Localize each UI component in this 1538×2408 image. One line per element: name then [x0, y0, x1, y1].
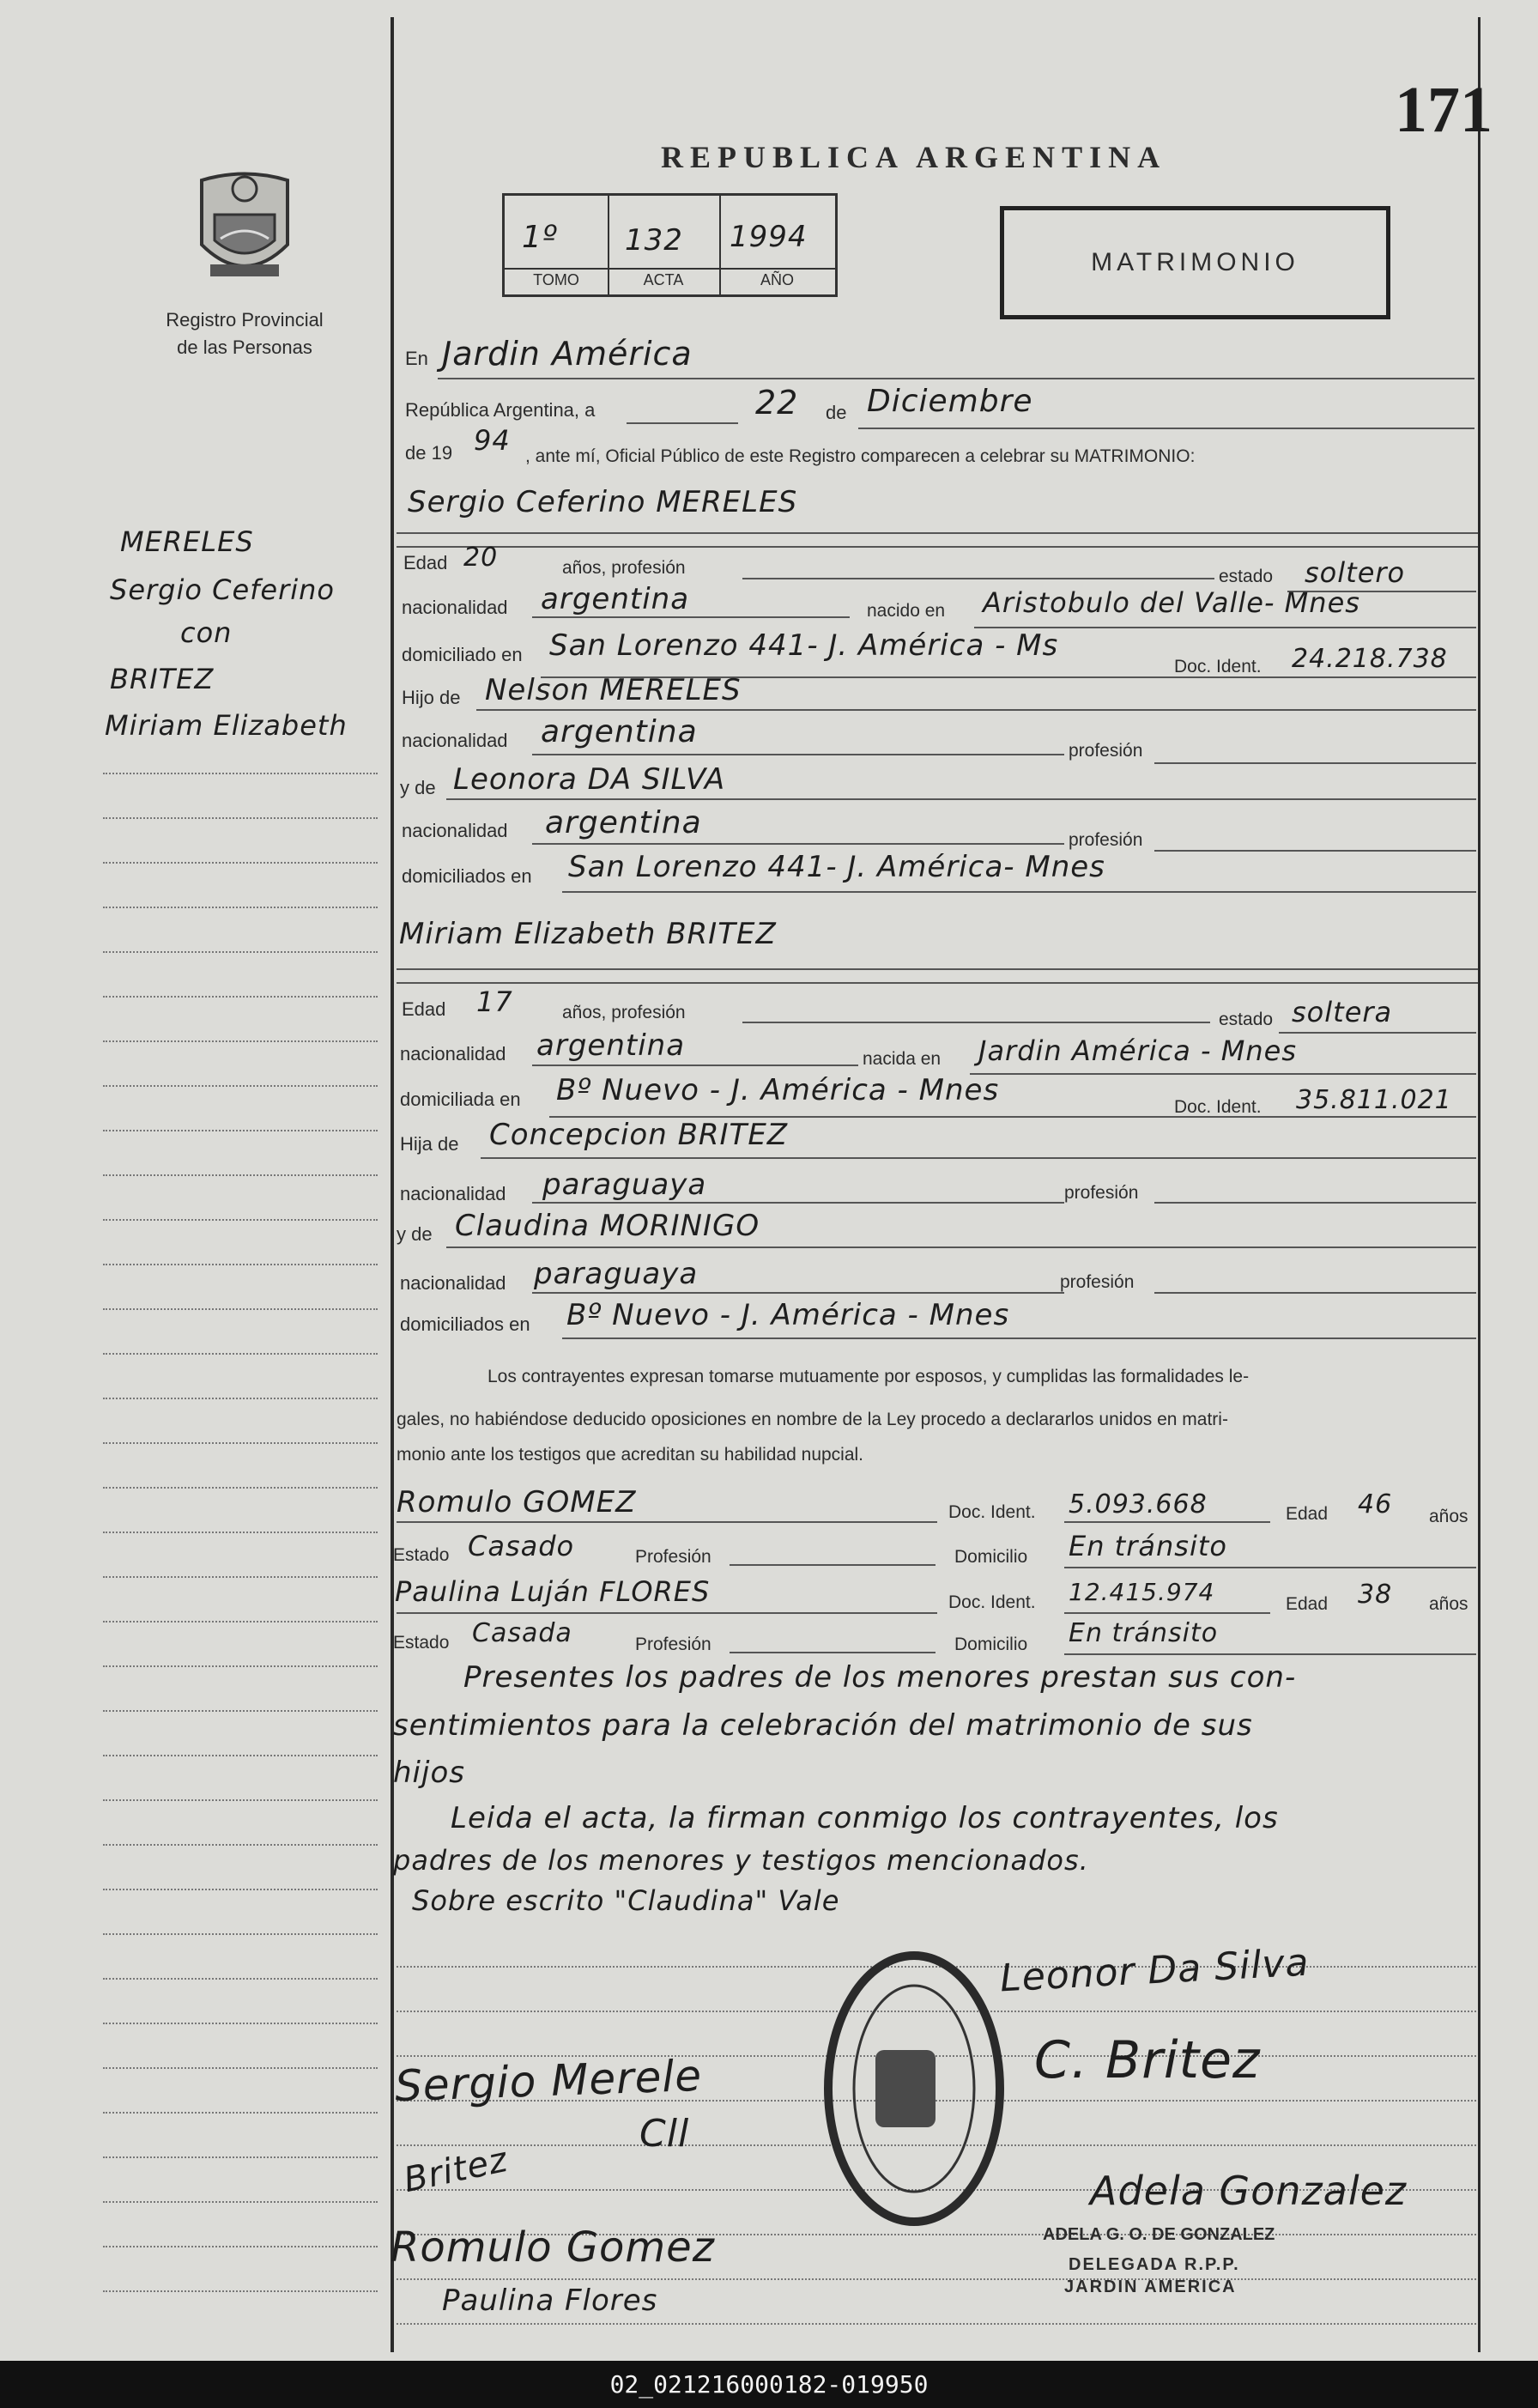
groom-doc: 24.218.738 [1292, 644, 1448, 674]
groom-estado: soltero [1305, 556, 1406, 589]
note-line6: Sobre escrito "Claudina" Vale [412, 1884, 840, 1917]
tomo-label: TOMO [533, 271, 579, 288]
witness2-name: Paulina Luján FLORES [395, 1575, 711, 1608]
groom-birthplace: Aristobulo del Valle- Mnes [983, 586, 1360, 619]
groom-nacido-label: nacido en [867, 601, 946, 621]
margin-note-groom: Sergio Ceferino [110, 573, 335, 606]
bride-birthplace: Jardin América - Mnes [978, 1034, 1297, 1067]
witness2-domicilio: En tránsito [1069, 1618, 1219, 1648]
margin-rule-right [1478, 17, 1480, 2352]
signature-sergio-extra: Cll [639, 2112, 690, 2156]
groom-mother-profesion-label: profesión [1069, 830, 1143, 850]
folio-number: 171 [1395, 74, 1493, 146]
margin-note-con: con [180, 616, 233, 649]
witness2-estado: Casada [472, 1618, 572, 1648]
margin-ruled-line [103, 1978, 378, 1980]
note-line4: Leida el acta, la firman conmigo los contrayentes, los [451, 1801, 1279, 1835]
margin-ruled-line [103, 951, 378, 953]
witness1-edad-label: Edad [1286, 1504, 1329, 1524]
year-suffix: 94 [474, 424, 511, 457]
act-type-box [1000, 206, 1390, 319]
signature-leonor: Leonor Da Silva [998, 1940, 1311, 2001]
bride-parents-domicilio: Bº Nuevo - J. América - Mnes [566, 1298, 1010, 1332]
bride-father-nac-label: nacionalidad [400, 1183, 506, 1204]
witness2-profesion-label: Profesión [635, 1635, 711, 1654]
note-line3: hijos [393, 1756, 465, 1790]
witness1-anos-label: años [1429, 1507, 1468, 1526]
witness1-estado-label: Estado [393, 1545, 450, 1565]
margin-ruled-line [103, 2201, 378, 2203]
day-value: 22 [755, 384, 799, 422]
margin-ruled-line [103, 1665, 378, 1667]
margin-ruled-line [103, 1710, 378, 1712]
witness1-estado: Casado [468, 1530, 575, 1562]
witness1-domicilio-label: Domicilio [954, 1547, 1028, 1567]
declaration-line1: Los contrayentes expresan tomarse mutuamente por esposos, y cumplidas las formalidades le- [487, 1367, 1250, 1386]
groom-doc-label: Doc. Ident. [1174, 657, 1262, 676]
bride-mother: Claudina MORINIGO [455, 1209, 760, 1243]
margin-ruled-line [103, 2023, 378, 2024]
country-heading: REPUBLICA ARGENTINA [661, 140, 1167, 174]
official-seal-stamp [820, 1947, 1008, 2230]
act-reference-box [502, 193, 838, 297]
officer-title: DELEGADA R.P.P. [1069, 2255, 1240, 2274]
month-value: Diciembre [867, 384, 1033, 419]
groom-domicilio: San Lorenzo 441- J. América - Ms [549, 628, 1059, 663]
groom-edad-label: Edad [403, 552, 448, 573]
signature-sergio: Sergio Merele [394, 2050, 703, 2112]
witness2-anos-label: años [1429, 1594, 1468, 1614]
republica-label: República Argentina, a [405, 399, 596, 421]
groom-full-name: Sergio Ceferino MERELES [408, 485, 798, 519]
acta-value: 132 [625, 223, 683, 258]
margin-ruled-line [103, 1621, 378, 1623]
witness2-doc: 12.415.974 [1069, 1578, 1215, 1606]
body-ruled-line [397, 2278, 1476, 2280]
margin-ruled-line [103, 2067, 378, 2069]
year-prefix: de 19 [405, 442, 453, 464]
margin-ruled-line [103, 2156, 378, 2158]
groom-nacionalidad: argentina [541, 582, 690, 616]
margin-ruled-line [103, 1487, 378, 1489]
groom-father: Nelson MERELES [485, 673, 742, 707]
witness2-domicilio-label: Domicilio [954, 1635, 1028, 1654]
officer-name: ADELA G. O. DE GONZALEZ [1043, 2225, 1275, 2244]
margin-ruled-line [103, 1532, 378, 1533]
signature-britez-bride: Britez [400, 2139, 512, 2201]
groom-nacionalidad-label: nacionalidad [402, 597, 508, 618]
groom-mother: Leonora DA SILVA [453, 762, 726, 797]
bride-father-nacionalidad: paraguaya [542, 1168, 707, 1202]
tomo-value: 1º [522, 220, 558, 255]
margin-ruled-line [103, 907, 378, 908]
note-line5: padres de los menores y testigos mencionados. [393, 1844, 1089, 1877]
bride-doc-label: Doc. Ident. [1174, 1097, 1262, 1117]
groom-parents-domicilio: San Lorenzo 441- J. América- Mnes [568, 850, 1105, 884]
groom-mother-nac-label: nacionalidad [402, 820, 508, 841]
margin-ruled-line [103, 1755, 378, 1756]
bride-father: Concepcion BRITEZ [489, 1118, 789, 1152]
bride-anos-label: años, profesión [562, 1003, 686, 1022]
witness2-doc-label: Doc. Ident. [948, 1592, 1036, 1612]
signature-britez-father: C. Britez [1034, 2030, 1261, 2090]
bride-estado-label: estado [1219, 1010, 1274, 1029]
margin-ruled-line [103, 1799, 378, 1801]
margin-ruled-line [103, 2290, 378, 2292]
bride-mother-profesion-label: profesión [1060, 1272, 1135, 1292]
margin-ruled-line [103, 1085, 378, 1087]
margin-ruled-line [103, 1219, 378, 1221]
registry-name-line1: Registro Provincial [166, 309, 324, 331]
margin-ruled-line [103, 1353, 378, 1355]
margin-rule-left [391, 17, 394, 2352]
margin-ruled-line [103, 1040, 378, 1042]
margin-ruled-line [103, 862, 378, 864]
declaration-line3: monio ante los testigos que acreditan su habilidad nupcial. [397, 1445, 864, 1465]
note-line1: Presentes los padres de los menores prestan sus con- [463, 1660, 1297, 1695]
body-ruled-line [397, 2323, 1476, 2325]
margin-ruled-line [103, 1174, 378, 1176]
note-line2: sentimientos para la celebración del matrimonio de sus [393, 1708, 1253, 1743]
groom-y-de-label: y de [400, 777, 436, 798]
witness2-edad-label: Edad [1286, 1594, 1329, 1614]
bride-full-name: Miriam Elizabeth BRITEZ [399, 917, 777, 951]
margin-ruled-line [103, 817, 378, 819]
bride-nacionalidad: argentina [536, 1028, 686, 1063]
de-label: de [826, 402, 847, 423]
officer-place: JARDIN AMERICA [1064, 2278, 1237, 2296]
witness1-doc-label: Doc. Ident. [948, 1502, 1036, 1522]
witness1-name: Romulo GOMEZ [397, 1485, 637, 1519]
margin-ruled-line [103, 996, 378, 998]
margin-ruled-line [103, 1933, 378, 1935]
margin-note-bride: Miriam Elizabeth [105, 709, 348, 742]
bride-nacionalidad-label: nacionalidad [400, 1043, 506, 1064]
witness1-profesion-label: Profesión [635, 1547, 711, 1567]
bride-estado: soltera [1292, 996, 1393, 1028]
groom-age: 20 [463, 543, 499, 573]
bride-domicilio: Bº Nuevo - J. América - Mnes [556, 1073, 1000, 1107]
anio-value: 1994 [730, 220, 808, 254]
groom-father-nacionalidad: argentina [541, 714, 698, 749]
margin-ruled-line [103, 1398, 378, 1399]
signature-paulina: Paulina Flores [442, 2284, 658, 2318]
bride-domiciliados-label: domiciliados en [400, 1313, 530, 1335]
bride-mother-nac-label: nacionalidad [400, 1272, 506, 1294]
margin-note-surname: MERELES [120, 525, 254, 558]
intro-statement: , ante mí, Oficial Público de este Registro comparecen a celebrar su MATRIMONIO: [525, 446, 1196, 466]
act-type-label: MATRIMONIO [1091, 248, 1299, 276]
bride-domiciliada-label: domiciliada en [400, 1089, 521, 1110]
groom-father-profesion-label: profesión [1069, 741, 1143, 761]
groom-domiciliado-label: domiciliado en [402, 644, 523, 665]
signature-oficial: Adela Gonzalez [1090, 2168, 1408, 2214]
bride-hija-label: Hija de [400, 1133, 459, 1155]
bride-age: 17 [476, 986, 513, 1018]
margin-ruled-line [103, 1308, 378, 1310]
bride-doc: 35.811.021 [1296, 1085, 1452, 1115]
bride-edad-label: Edad [402, 998, 446, 1020]
province-crest-icon [185, 163, 305, 292]
groom-hijo-label: Hijo de [402, 687, 461, 708]
margin-ruled-line [103, 773, 378, 774]
margin-ruled-line [103, 1442, 378, 1444]
groom-father-nac-label: nacionalidad [402, 730, 508, 751]
margin-ruled-line [103, 1844, 378, 1846]
margin-ruled-line [103, 1889, 378, 1890]
margin-ruled-line [103, 2112, 378, 2114]
witness1-age: 46 [1358, 1489, 1393, 1519]
anio-label: AÑO [760, 271, 794, 288]
witness2-age: 38 [1358, 1580, 1393, 1610]
groom-mother-nacionalidad: argentina [545, 805, 702, 840]
margin-ruled-line [103, 1130, 378, 1131]
witness1-doc: 5.093.668 [1069, 1489, 1208, 1519]
margin-ruled-line [103, 2246, 378, 2247]
witness1-domicilio: En tránsito [1069, 1530, 1227, 1562]
margin-note-bride-surname: BRITEZ [110, 663, 215, 695]
groom-domiciliados-label: domiciliados en [402, 865, 532, 887]
witness2-estado-label: Estado [393, 1633, 450, 1653]
groom-anos-label: años, profesión [562, 558, 686, 578]
groom-estado-label: estado [1219, 567, 1274, 586]
registry-name-line2: de las Personas [177, 337, 312, 358]
place-value: Jardin América [442, 335, 693, 373]
acta-label: ACTA [643, 271, 684, 288]
declaration-line2: gales, no habiéndose deducido oposiciones en nombre de la Ley procedo a declararlos unidos en matri- [397, 1410, 1228, 1429]
bride-nacida-label: nacida en [863, 1049, 942, 1069]
signature-romulo: Romulo Gomez [391, 2223, 715, 2272]
file-id-footer: 02_021216000182-019950 [0, 2361, 1538, 2408]
bride-father-profesion-label: profesión [1064, 1183, 1139, 1203]
margin-ruled-line [103, 1264, 378, 1265]
bride-y-de-label: y de [397, 1223, 433, 1245]
bride-mother-nacionalidad: paraguaya [534, 1257, 699, 1291]
en-label: En [405, 348, 428, 369]
margin-ruled-line [103, 1576, 378, 1578]
